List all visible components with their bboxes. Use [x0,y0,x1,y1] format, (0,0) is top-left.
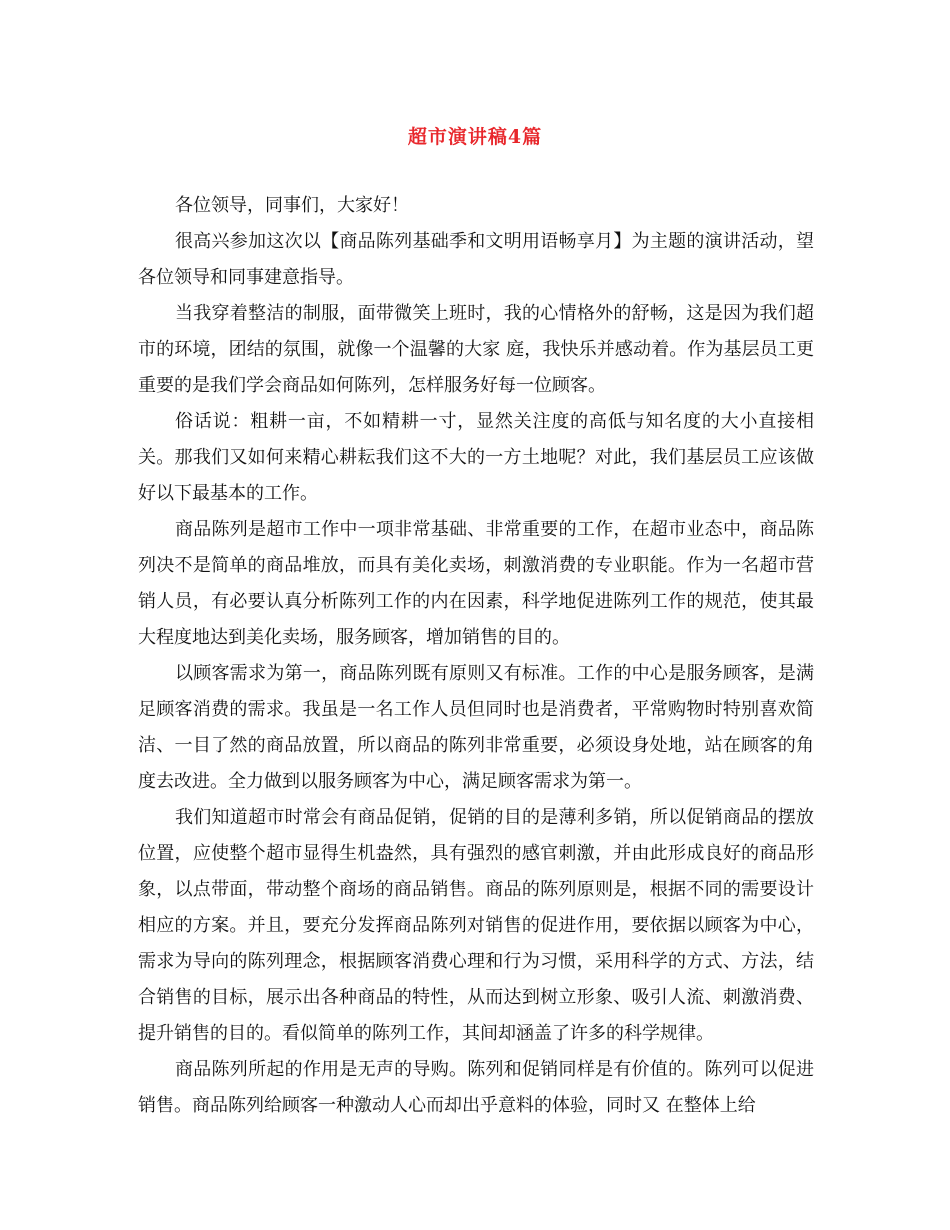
paragraph: 商品陈列是超市工作中一项非常基础、非常重要的工作，在超市业态中，商品陈列决不是简单的商品堆放，而具有美化卖场，刺激消费的专业职能。作为一名超市营销人员，有必要认真分析陈列工作的内在因素，科学地促进陈列工作的规范，使其最大程度地达到美化卖场，服务顾客，增加销售的目的。 [138,519,814,648]
paragraph: 以顾客需求为第一，商品陈列既有原则又有标准。工作的中心是服务顾客，是满足顾客消费的需求。我虽是一名工作人员但同时也是消费者，平常购物时特别喜欢简洁、一目了然的商品放置，所以商品的陈列非常重要，必须设身处地，站在顾客的角度去改进。全力做到以服务顾客为中心，满足顾客需求为第一。 [138,663,814,792]
paragraph: 很高兴参加这次以【商品陈列基础季和文明用语畅享月】为主题的演讲活动，望各位领导和同事建意指导。 [138,231,814,288]
paragraph: 当我穿着整洁的制服，面带微笑上班时，我的心情格外的舒畅，这是因为我们超市的环境，团结的氛围，就像一个温馨的大家 庭，我快乐并感动着。作为基层员工更重要的是我们学会商品如何陈列，怎样服务好每一位顾客。 [138,303,814,396]
document-body [138,188,814,1124]
document-title: 超市演讲稿4篇 [407,126,543,148]
paragraph-greeting: 各位领导，同事们，大家好！ [175,195,409,216]
paragraph: 我们知道超市时常会有商品促销，促销的目的是薄利多销，所以促销商品的摆放位置，应使整个超市显得生机盎然，具有强烈的感官刺激，并由此形成良好的商品形象，以点带面，带动整个商场的商品销售。商品的陈列原则是，根据不同的需要设计相应的方案。并且，要充分发挥商品陈列对销售的促进作用，要依据以顾客为中心，需求为导向的陈列理念，根据顾客消费心理和行为习惯，采用科学的方式、方法，结合销售的目标，展示出各种商品的特性，从而达到树立形象、吸引人流、刺激消费、提升销售的目的。看似简单的陈列工作，其间却涵盖了许多的科学规律。 [138,807,814,1044]
paragraph: 商品陈列所起的作用是无声的导购。陈列和促销同样是有价值的。陈列可以促进销售。商品陈列给顾客一种激动人心而却出乎意料的体验，同时又 在整体上给 [138,1059,814,1116]
paragraph: 俗话说：粗耕一亩，不如精耕一寸，显然关注度的高低与知名度的大小直接相关。那我们又如何来精心耕耘我们这不大的一方土地呢？对此，我们基层员工应该做好以下最基本的工作。 [138,411,814,504]
